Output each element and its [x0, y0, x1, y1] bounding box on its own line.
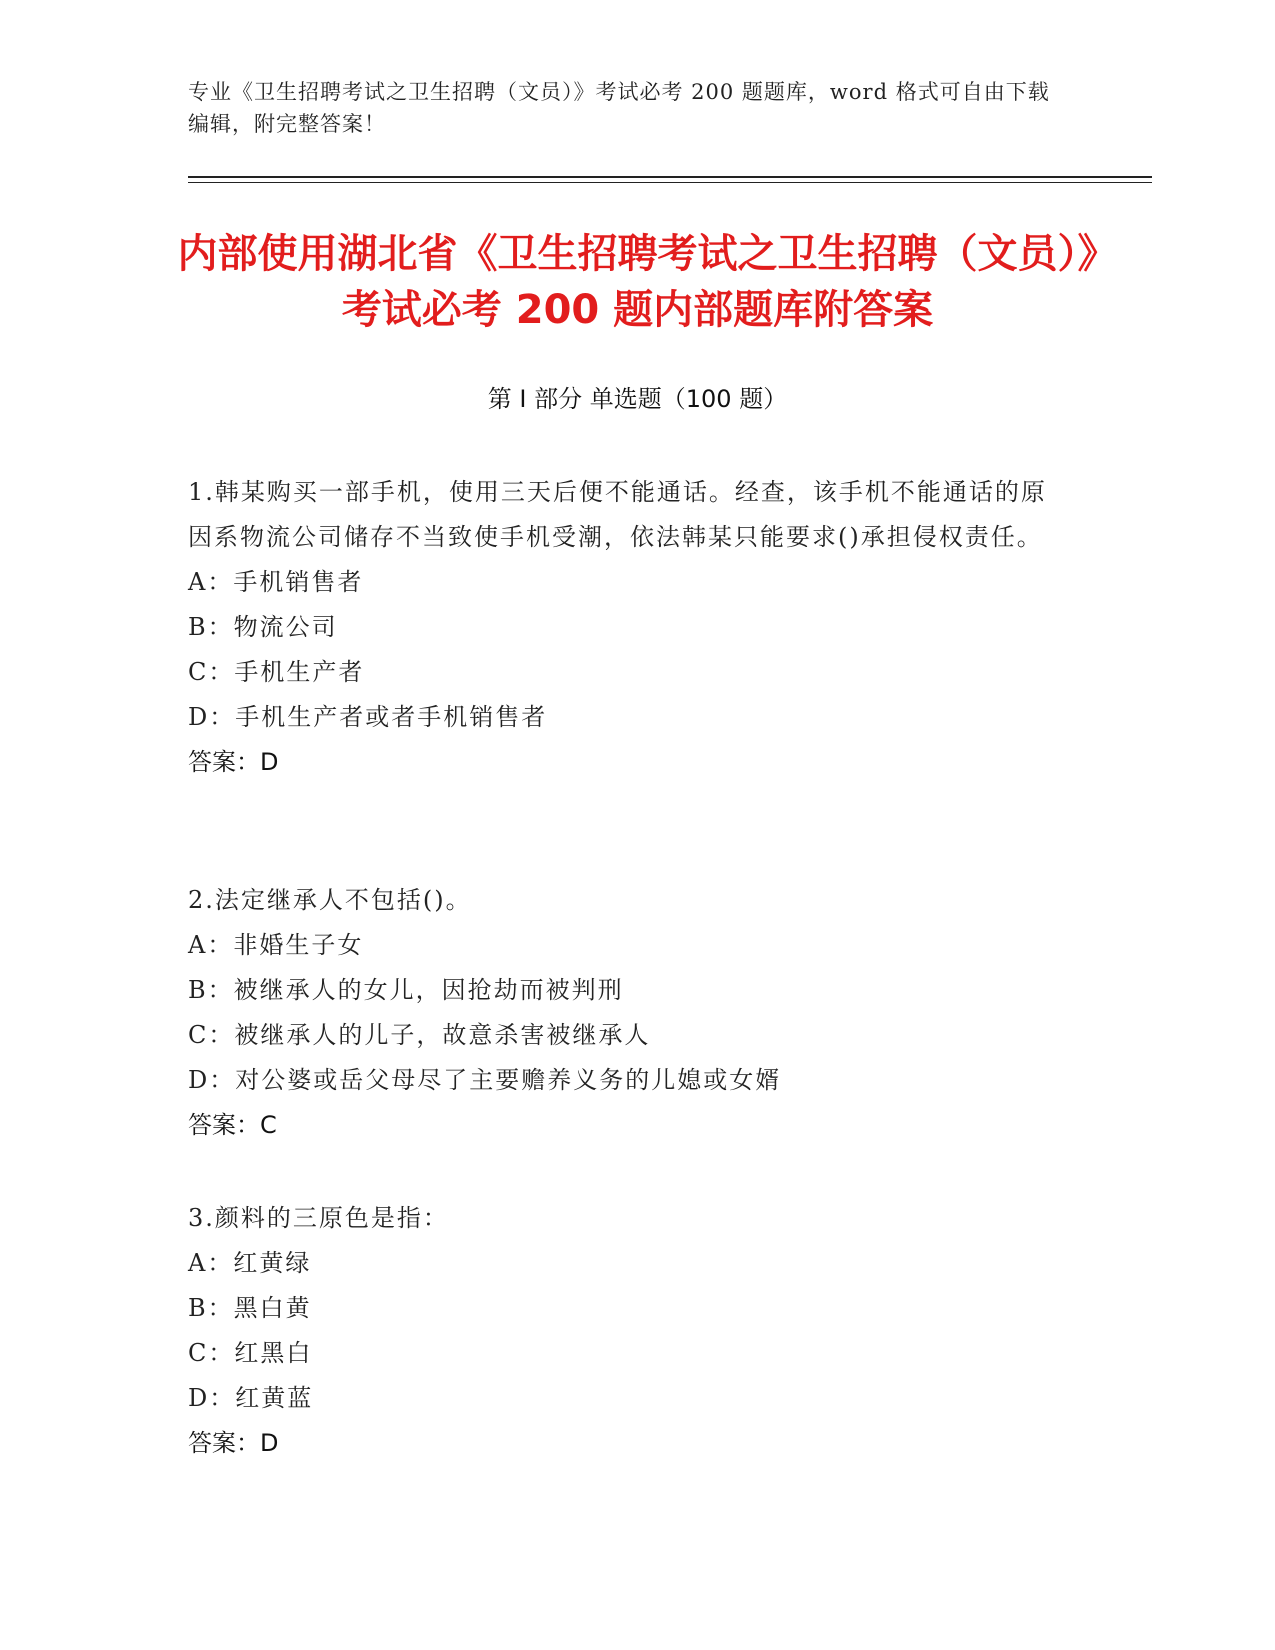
question-option-c: C：被继承人的儿子，故意杀害被继承人	[188, 1021, 651, 1049]
header-note: 专业《卫生招聘考试之卫生招聘（文员）》考试必考 200 题题库，word 格式可自由下载编辑，附完整答案！	[188, 80, 1050, 136]
question-answer: 答案：C	[188, 1111, 277, 1139]
question-stem: 2.法定继承人不包括()。	[188, 886, 472, 914]
header-divider-thick	[188, 176, 1152, 178]
question-option-b: B：物流公司	[188, 613, 338, 641]
question-block	[188, 470, 1068, 785]
question-block	[188, 878, 1068, 1148]
question-option-a: A：非婚生子女	[188, 931, 364, 959]
question-option-d: D：红黄蓝	[188, 1384, 314, 1412]
document-title: 内部使用湖北省《卫生招聘考试之卫生招聘（文员）》考试必考 200 题内部题库附答案	[177, 231, 1098, 333]
question-answer: 答案：D	[188, 748, 279, 776]
question-option-b: B：被继承人的女儿，因抢劫而被判刑	[188, 976, 624, 1004]
header-divider-thin	[188, 182, 1152, 183]
question-option-a: A：手机销售者	[188, 568, 364, 596]
section-title: 第 I 部分 单选题（100 题）	[487, 385, 788, 413]
question-answer: 答案：D	[188, 1429, 279, 1457]
question-stem: 1.韩某购买一部手机，使用三天后便不能通话。经查，该手机不能通话的原因系物流公司储存不当致使手机受潮，依法韩某只能要求()承担侵权责任。	[188, 478, 1047, 551]
question-option-c: C：手机生产者	[188, 658, 365, 686]
question-block	[188, 1196, 1068, 1466]
question-option-d: D：对公婆或岳父母尽了主要赡养义务的儿媳或女婿	[188, 1066, 782, 1094]
question-option-d: D：手机生产者或者手机销售者	[188, 703, 548, 731]
question-option-c: C：红黑白	[188, 1339, 313, 1367]
question-option-b: B：黑白黄	[188, 1294, 312, 1322]
question-option-a: A：红黄绿	[188, 1249, 312, 1277]
question-stem: 3.颜料的三原色是指：	[188, 1204, 449, 1232]
